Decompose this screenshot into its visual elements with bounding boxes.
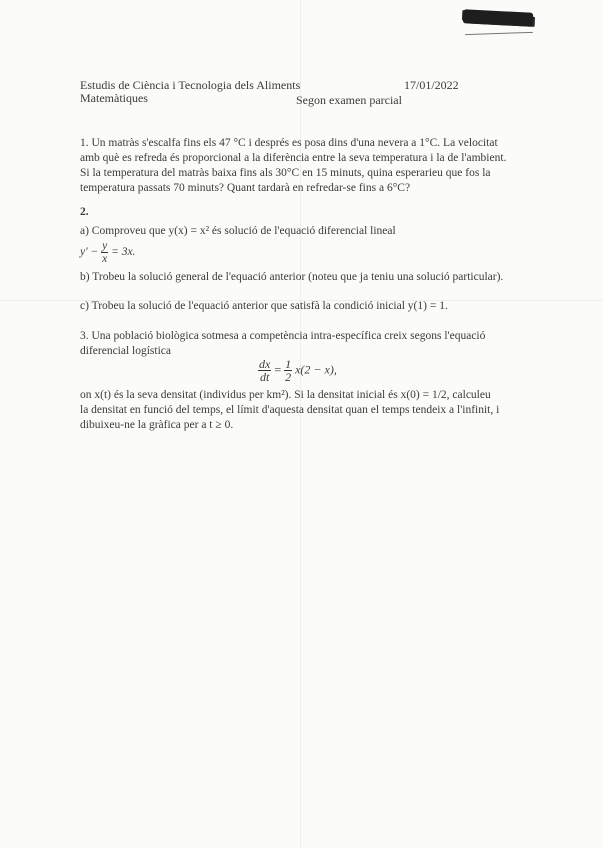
subject-name: Matemàtiques [80,91,148,105]
question-3-line: on x(t) és la seva densitat (individus per km²). Si la densitat inicial és x(0) = 1/2, calculeu [80,389,491,401]
question-3-equation [258,358,337,383]
question-2c: c) Trobeu la solució de l'equació anterior que satisfà la condició inicial y(1) = 1. [80,300,448,312]
equation-derivative [258,358,271,383]
question-2a: a) Comproveu que y(x) = x² és solució de l'equació diferencial lineal [80,225,396,237]
question-2-equation [80,240,135,265]
exam-title: Segon examen parcial [296,93,402,107]
exam-date: 17/01/2022 [404,78,459,92]
question-1-line: amb què es refreda és proporcional a la diferència entre la seva temperatura i la de l'ambient. [80,152,507,164]
name-underline [465,32,533,35]
question-1-line: Si la temperatura del matràs baixa fins als 30°C en 15 minuts, quina esperarieu que fos la [80,167,491,179]
question-3-line: dibuixeu-ne la gràfica per a t ≥ 0. [80,419,234,431]
paper-fold [300,0,301,848]
equation-equals: = [274,362,282,377]
question-2-number: 2. [80,206,89,218]
redacted-name-scribble [463,9,534,27]
fraction-numerator: dx [259,357,271,371]
fraction-denominator: dt [259,370,270,384]
equation-rhs: x(2 − x), [295,362,337,377]
question-3-line: 3. Una població biològica sotmesa a competència intra-específica creix segons l'equació [80,330,486,342]
question-2b: b) Trobeu la solució general de l'equació anterior (noteu que ja teniu una solució particular). [80,271,504,283]
institution-name: Estudis de Ciència i Tecnologia dels Aliments [80,78,301,92]
fraction-denominator: 2 [285,370,292,384]
equation-coefficient [284,358,292,383]
fraction-numerator: y [102,240,108,252]
equation-rhs: = 3x. [111,246,136,259]
fraction-numerator: 1 [285,357,292,371]
question-1-line: 1. Un matràs s'escalfa fins els 47 °C i després es posa dins d'una nevera a 1°C. La velocitat [80,137,498,149]
question-3-line: la densitat en funció del temps, el límit d'aquesta densitat quan el temps tendeix a l'infinit, i [80,404,500,416]
question-3-line: diferencial logística [80,345,172,357]
question-1-line: temperatura passats 70 minuts? Quant tardarà en refredar-se fins a 6°C? [80,182,411,194]
equation-lhs: y' − [80,246,99,259]
equation-fraction [101,240,108,265]
fraction-denominator: x [102,253,108,265]
